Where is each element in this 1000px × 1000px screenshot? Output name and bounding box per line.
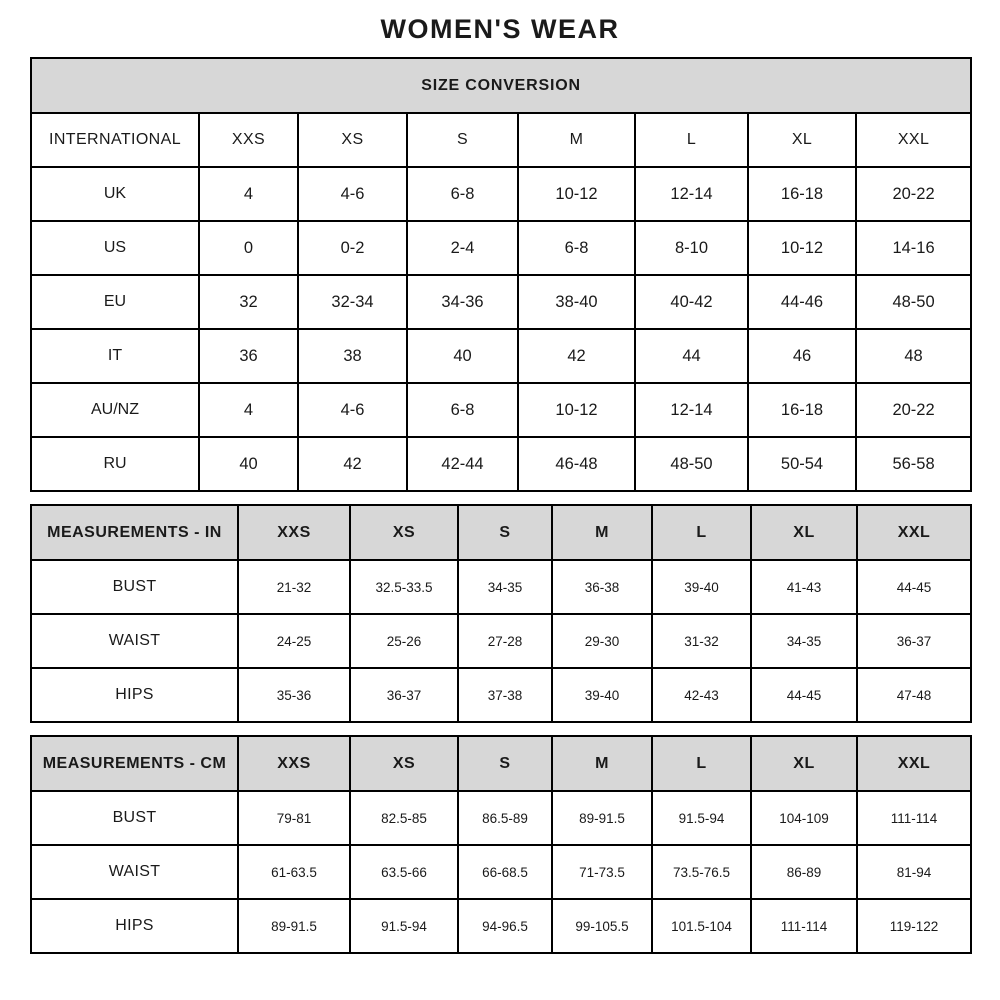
table-row (31, 437, 971, 491)
value-cell: 39-40 (652, 560, 751, 614)
value-cell: 2-4 (407, 221, 518, 275)
value-cell: 27-28 (458, 614, 552, 668)
value-cell: 89-91.5 (238, 899, 350, 953)
size-header-cell: XXL (856, 113, 971, 167)
table-row (31, 899, 971, 953)
value-cell: 42-44 (407, 437, 518, 491)
value-cell: 42 (298, 437, 407, 491)
row-label-cell: WAIST (31, 614, 238, 668)
row-label-cell: EU (31, 275, 199, 329)
value-cell: 34-36 (407, 275, 518, 329)
page (30, 0, 970, 954)
value-cell: 47-48 (857, 668, 971, 722)
table-row (31, 845, 971, 899)
value-cell: 79-81 (238, 791, 350, 845)
value-cell: 36-38 (552, 560, 652, 614)
value-cell: 10-12 (748, 221, 856, 275)
table-header-row (31, 113, 971, 167)
value-cell: 6-8 (518, 221, 635, 275)
size-header-cell: XXL (857, 505, 971, 560)
row-label-cell: WAIST (31, 845, 238, 899)
value-cell: 12-14 (635, 383, 748, 437)
size-conversion-body (31, 113, 971, 491)
value-cell: 4-6 (298, 167, 407, 221)
value-cell: 42-43 (652, 668, 751, 722)
value-cell: 44-46 (748, 275, 856, 329)
table-row (31, 275, 971, 329)
value-cell: 40-42 (635, 275, 748, 329)
value-cell: 40 (199, 437, 298, 491)
table-header-row (31, 505, 971, 560)
value-cell: 14-16 (856, 221, 971, 275)
measurements-in-table (30, 504, 972, 723)
page-title: WOMEN'S WEAR (380, 14, 620, 44)
table-header-row (31, 736, 971, 791)
row-label-cell: US (31, 221, 199, 275)
value-cell: 48 (856, 329, 971, 383)
value-cell: 91.5-94 (652, 791, 751, 845)
table-row (31, 329, 971, 383)
value-cell: 20-22 (856, 167, 971, 221)
value-cell: 32 (199, 275, 298, 329)
table-row (31, 167, 971, 221)
size-header-cell: XXS (238, 505, 350, 560)
row-label-cell: IT (31, 329, 199, 383)
size-header-cell: L (635, 113, 748, 167)
value-cell: 16-18 (748, 383, 856, 437)
value-cell: 31-32 (652, 614, 751, 668)
size-conversion-banner: SIZE CONVERSION (31, 58, 971, 113)
size-header-cell: S (458, 505, 552, 560)
size-header-cell: S (458, 736, 552, 791)
table-row (31, 221, 971, 275)
measurements-cm-table (30, 735, 972, 954)
table-row (31, 560, 971, 614)
value-cell: 6-8 (407, 167, 518, 221)
table-banner-row (31, 58, 971, 113)
header-label-cell: MEASUREMENTS - CM (31, 736, 238, 791)
measurements-in-body (31, 505, 971, 722)
value-cell: 44 (635, 329, 748, 383)
row-label-cell: BUST (31, 791, 238, 845)
value-cell: 10-12 (518, 167, 635, 221)
value-cell: 41-43 (751, 560, 857, 614)
size-header-cell: XS (350, 736, 458, 791)
value-cell: 111-114 (857, 791, 971, 845)
value-cell: 119-122 (857, 899, 971, 953)
value-cell: 39-40 (552, 668, 652, 722)
size-conversion-table (30, 57, 972, 492)
value-cell: 0-2 (298, 221, 407, 275)
value-cell: 36-37 (857, 614, 971, 668)
row-label-cell: HIPS (31, 668, 238, 722)
value-cell: 73.5-76.5 (652, 845, 751, 899)
value-cell: 104-109 (751, 791, 857, 845)
value-cell: 4 (199, 383, 298, 437)
value-cell: 20-22 (856, 383, 971, 437)
size-header-cell: XL (751, 736, 857, 791)
value-cell: 8-10 (635, 221, 748, 275)
value-cell: 86.5-89 (458, 791, 552, 845)
size-header-cell: L (652, 736, 751, 791)
value-cell: 63.5-66 (350, 845, 458, 899)
value-cell: 48-50 (856, 275, 971, 329)
size-header-cell: M (552, 505, 652, 560)
size-header-cell: XS (350, 505, 458, 560)
row-label-cell: HIPS (31, 899, 238, 953)
size-header-cell: M (518, 113, 635, 167)
value-cell: 81-94 (857, 845, 971, 899)
value-cell: 89-91.5 (552, 791, 652, 845)
value-cell: 34-35 (458, 560, 552, 614)
value-cell: 66-68.5 (458, 845, 552, 899)
value-cell: 34-35 (751, 614, 857, 668)
value-cell: 24-25 (238, 614, 350, 668)
value-cell: 42 (518, 329, 635, 383)
value-cell: 71-73.5 (552, 845, 652, 899)
value-cell: 38-40 (518, 275, 635, 329)
value-cell: 82.5-85 (350, 791, 458, 845)
header-label-cell: INTERNATIONAL (31, 113, 199, 167)
size-header-cell: XXS (199, 113, 298, 167)
value-cell: 12-14 (635, 167, 748, 221)
table-row (31, 668, 971, 722)
value-cell: 16-18 (748, 167, 856, 221)
header-label-cell: MEASUREMENTS - IN (31, 505, 238, 560)
value-cell: 44-45 (857, 560, 971, 614)
value-cell: 29-30 (552, 614, 652, 668)
value-cell: 101.5-104 (652, 899, 751, 953)
row-label-cell: RU (31, 437, 199, 491)
value-cell: 56-58 (856, 437, 971, 491)
value-cell: 10-12 (518, 383, 635, 437)
value-cell: 91.5-94 (350, 899, 458, 953)
value-cell: 44-45 (751, 668, 857, 722)
size-header-cell: S (407, 113, 518, 167)
size-header-cell: XXL (857, 736, 971, 791)
value-cell: 86-89 (751, 845, 857, 899)
value-cell: 36 (199, 329, 298, 383)
value-cell: 46-48 (518, 437, 635, 491)
value-cell: 35-36 (238, 668, 350, 722)
size-header-cell: M (552, 736, 652, 791)
value-cell: 4-6 (298, 383, 407, 437)
table-row (31, 383, 971, 437)
value-cell: 32.5-33.5 (350, 560, 458, 614)
value-cell: 46 (748, 329, 856, 383)
table-row (31, 791, 971, 845)
value-cell: 99-105.5 (552, 899, 652, 953)
value-cell: 37-38 (458, 668, 552, 722)
value-cell: 94-96.5 (458, 899, 552, 953)
size-header-cell: L (652, 505, 751, 560)
size-header-cell: XXS (238, 736, 350, 791)
value-cell: 50-54 (748, 437, 856, 491)
value-cell: 6-8 (407, 383, 518, 437)
value-cell: 25-26 (350, 614, 458, 668)
value-cell: 0 (199, 221, 298, 275)
row-label-cell: BUST (31, 560, 238, 614)
measurements-cm-body (31, 736, 971, 953)
table-row (31, 614, 971, 668)
value-cell: 36-37 (350, 668, 458, 722)
value-cell: 61-63.5 (238, 845, 350, 899)
row-label-cell: AU/NZ (31, 383, 199, 437)
size-header-cell: XS (298, 113, 407, 167)
value-cell: 32-34 (298, 275, 407, 329)
value-cell: 111-114 (751, 899, 857, 953)
value-cell: 4 (199, 167, 298, 221)
value-cell: 48-50 (635, 437, 748, 491)
value-cell: 38 (298, 329, 407, 383)
size-header-cell: XL (748, 113, 856, 167)
size-header-cell: XL (751, 505, 857, 560)
row-label-cell: UK (31, 167, 199, 221)
value-cell: 21-32 (238, 560, 350, 614)
value-cell: 40 (407, 329, 518, 383)
